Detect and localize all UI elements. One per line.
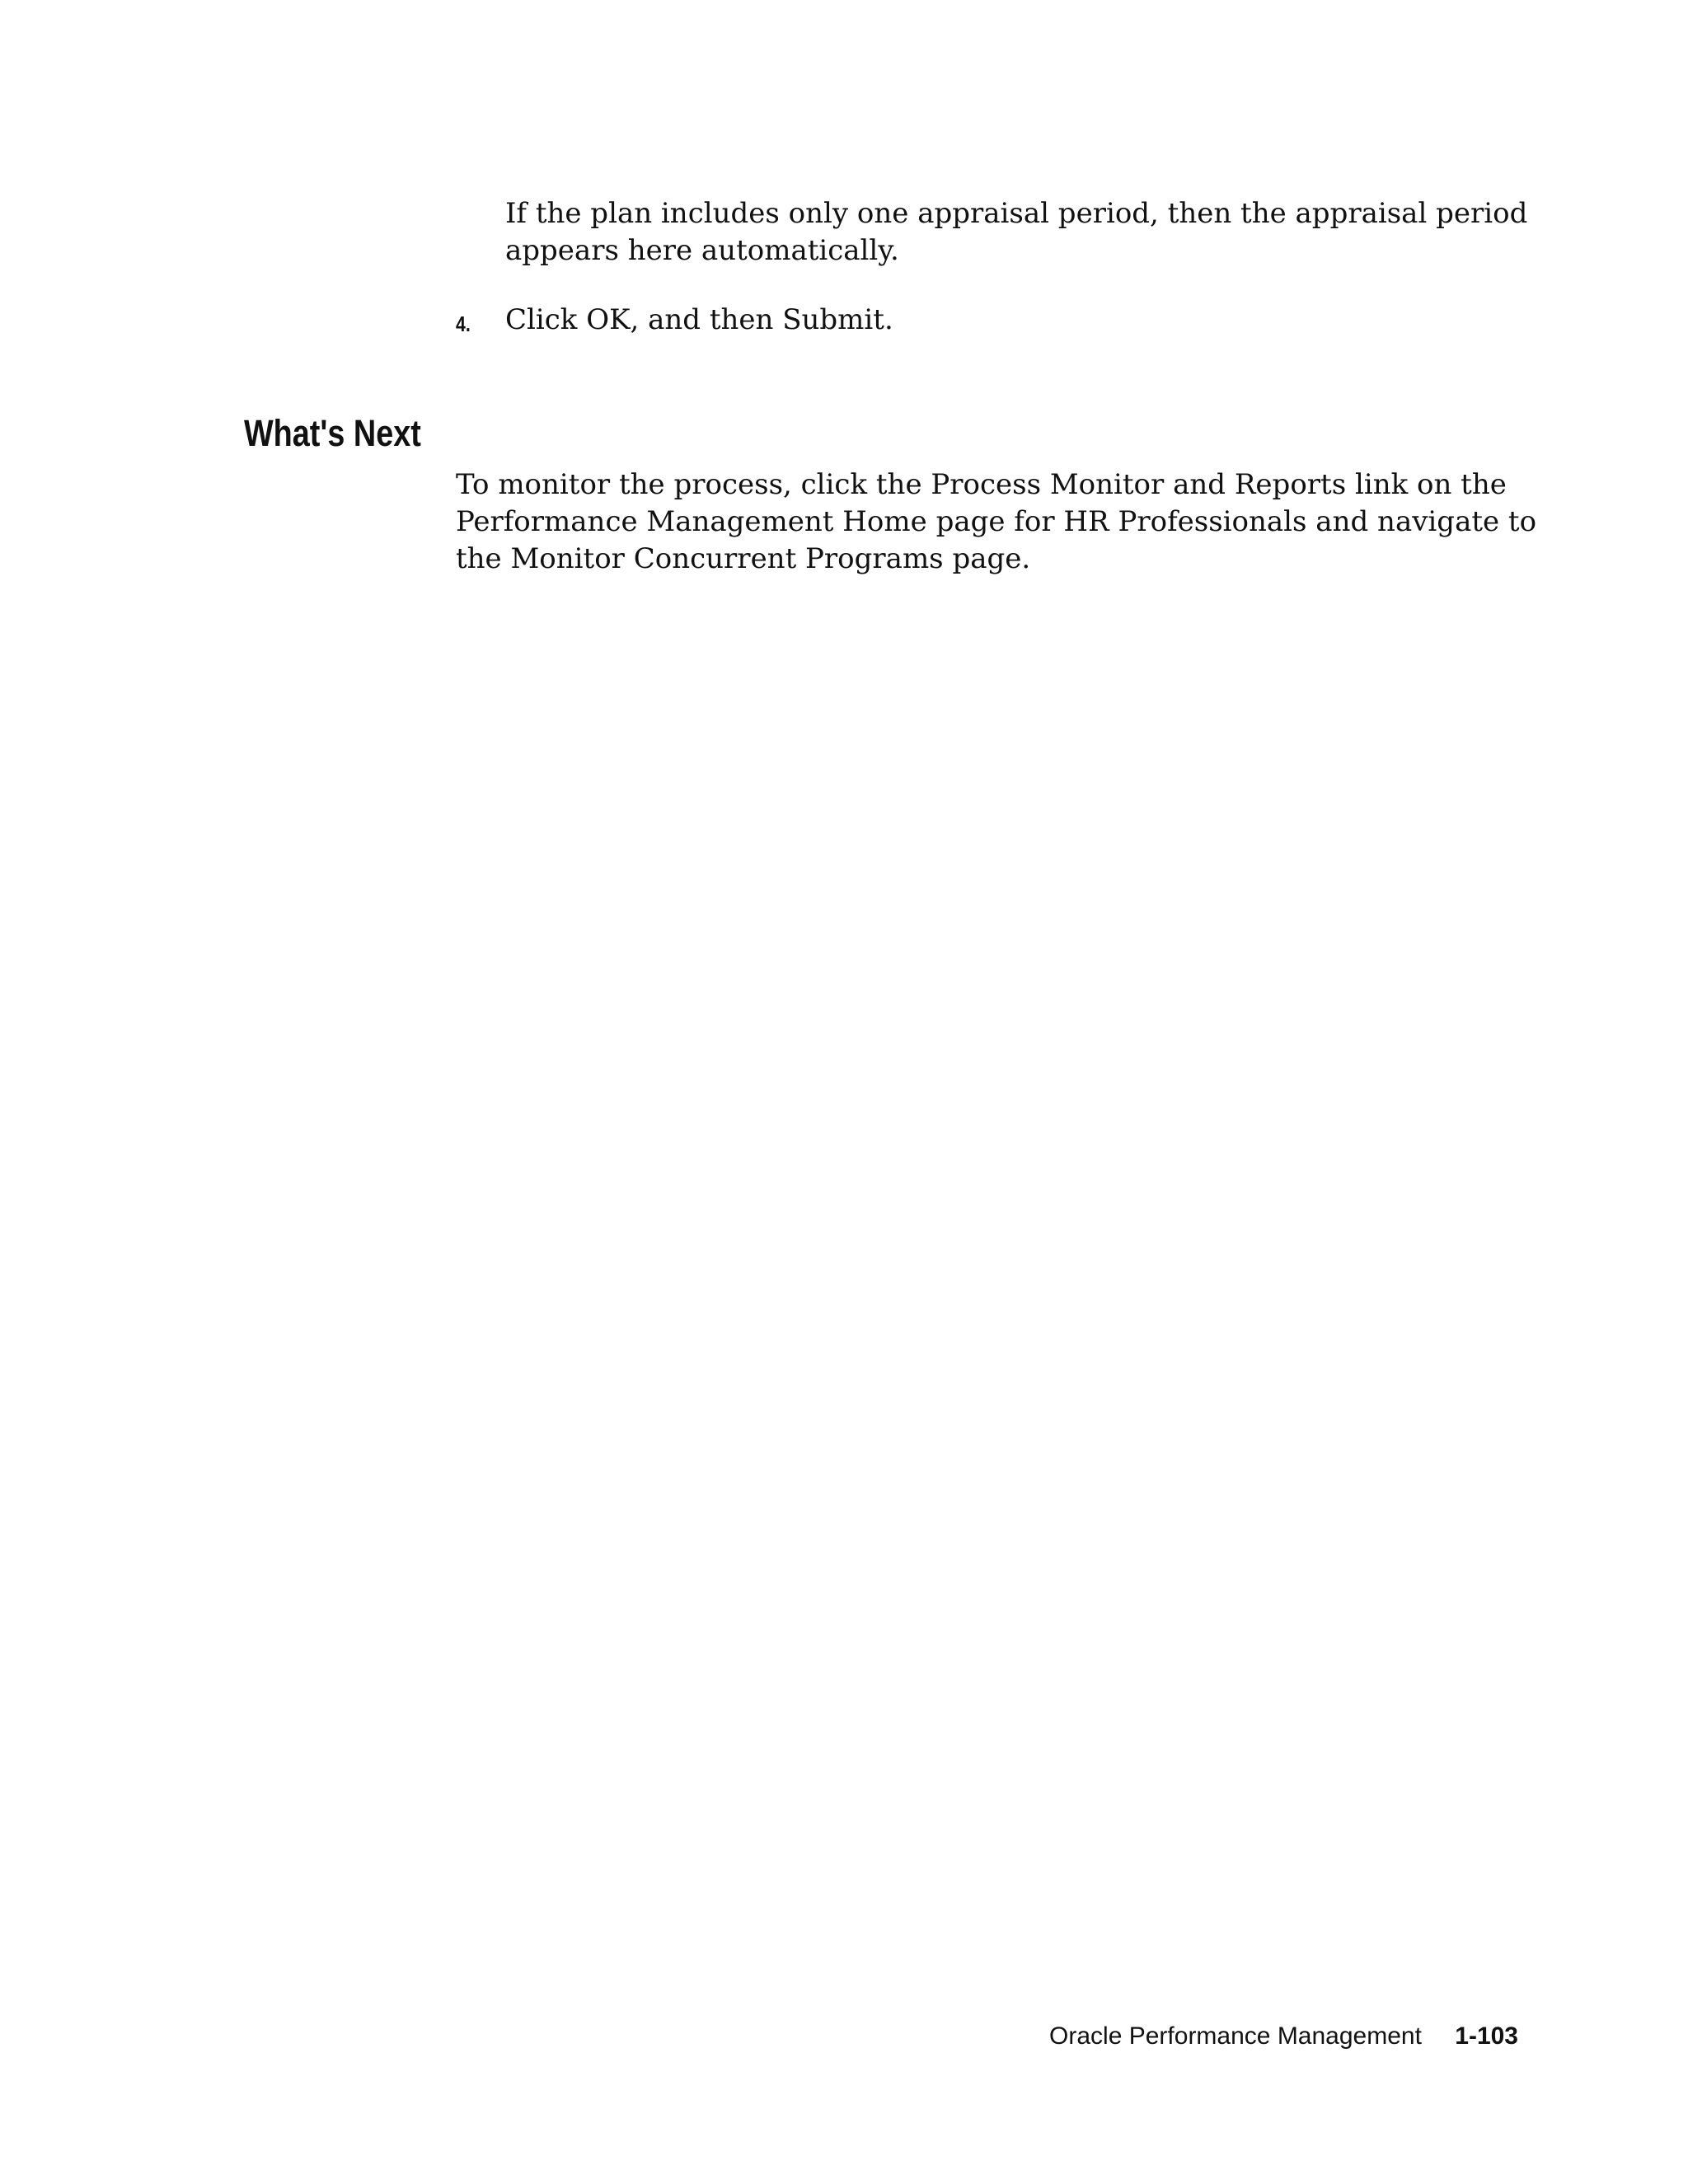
page-footer	[1049, 2022, 1518, 2050]
appraisal-period-note: If the plan includes only one appraisal period, then the appraisal period appears here automatically.	[505, 197, 1528, 267]
step-number: 4.	[456, 312, 471, 336]
section-heading-whats-next: What's Next	[244, 412, 421, 454]
footer-book-title: Oracle Performance Management	[1049, 2022, 1422, 2050]
step-text: Click OK, and then Submit.	[505, 303, 893, 336]
footer-page-number: 1-103	[1455, 2022, 1518, 2050]
whats-next-paragraph: To monitor the process, click the Process Monitor and Reports link on the Performance Management Home page for HR Professionals and navigate to the Monitor Concurrent Programs page.	[456, 468, 1537, 575]
